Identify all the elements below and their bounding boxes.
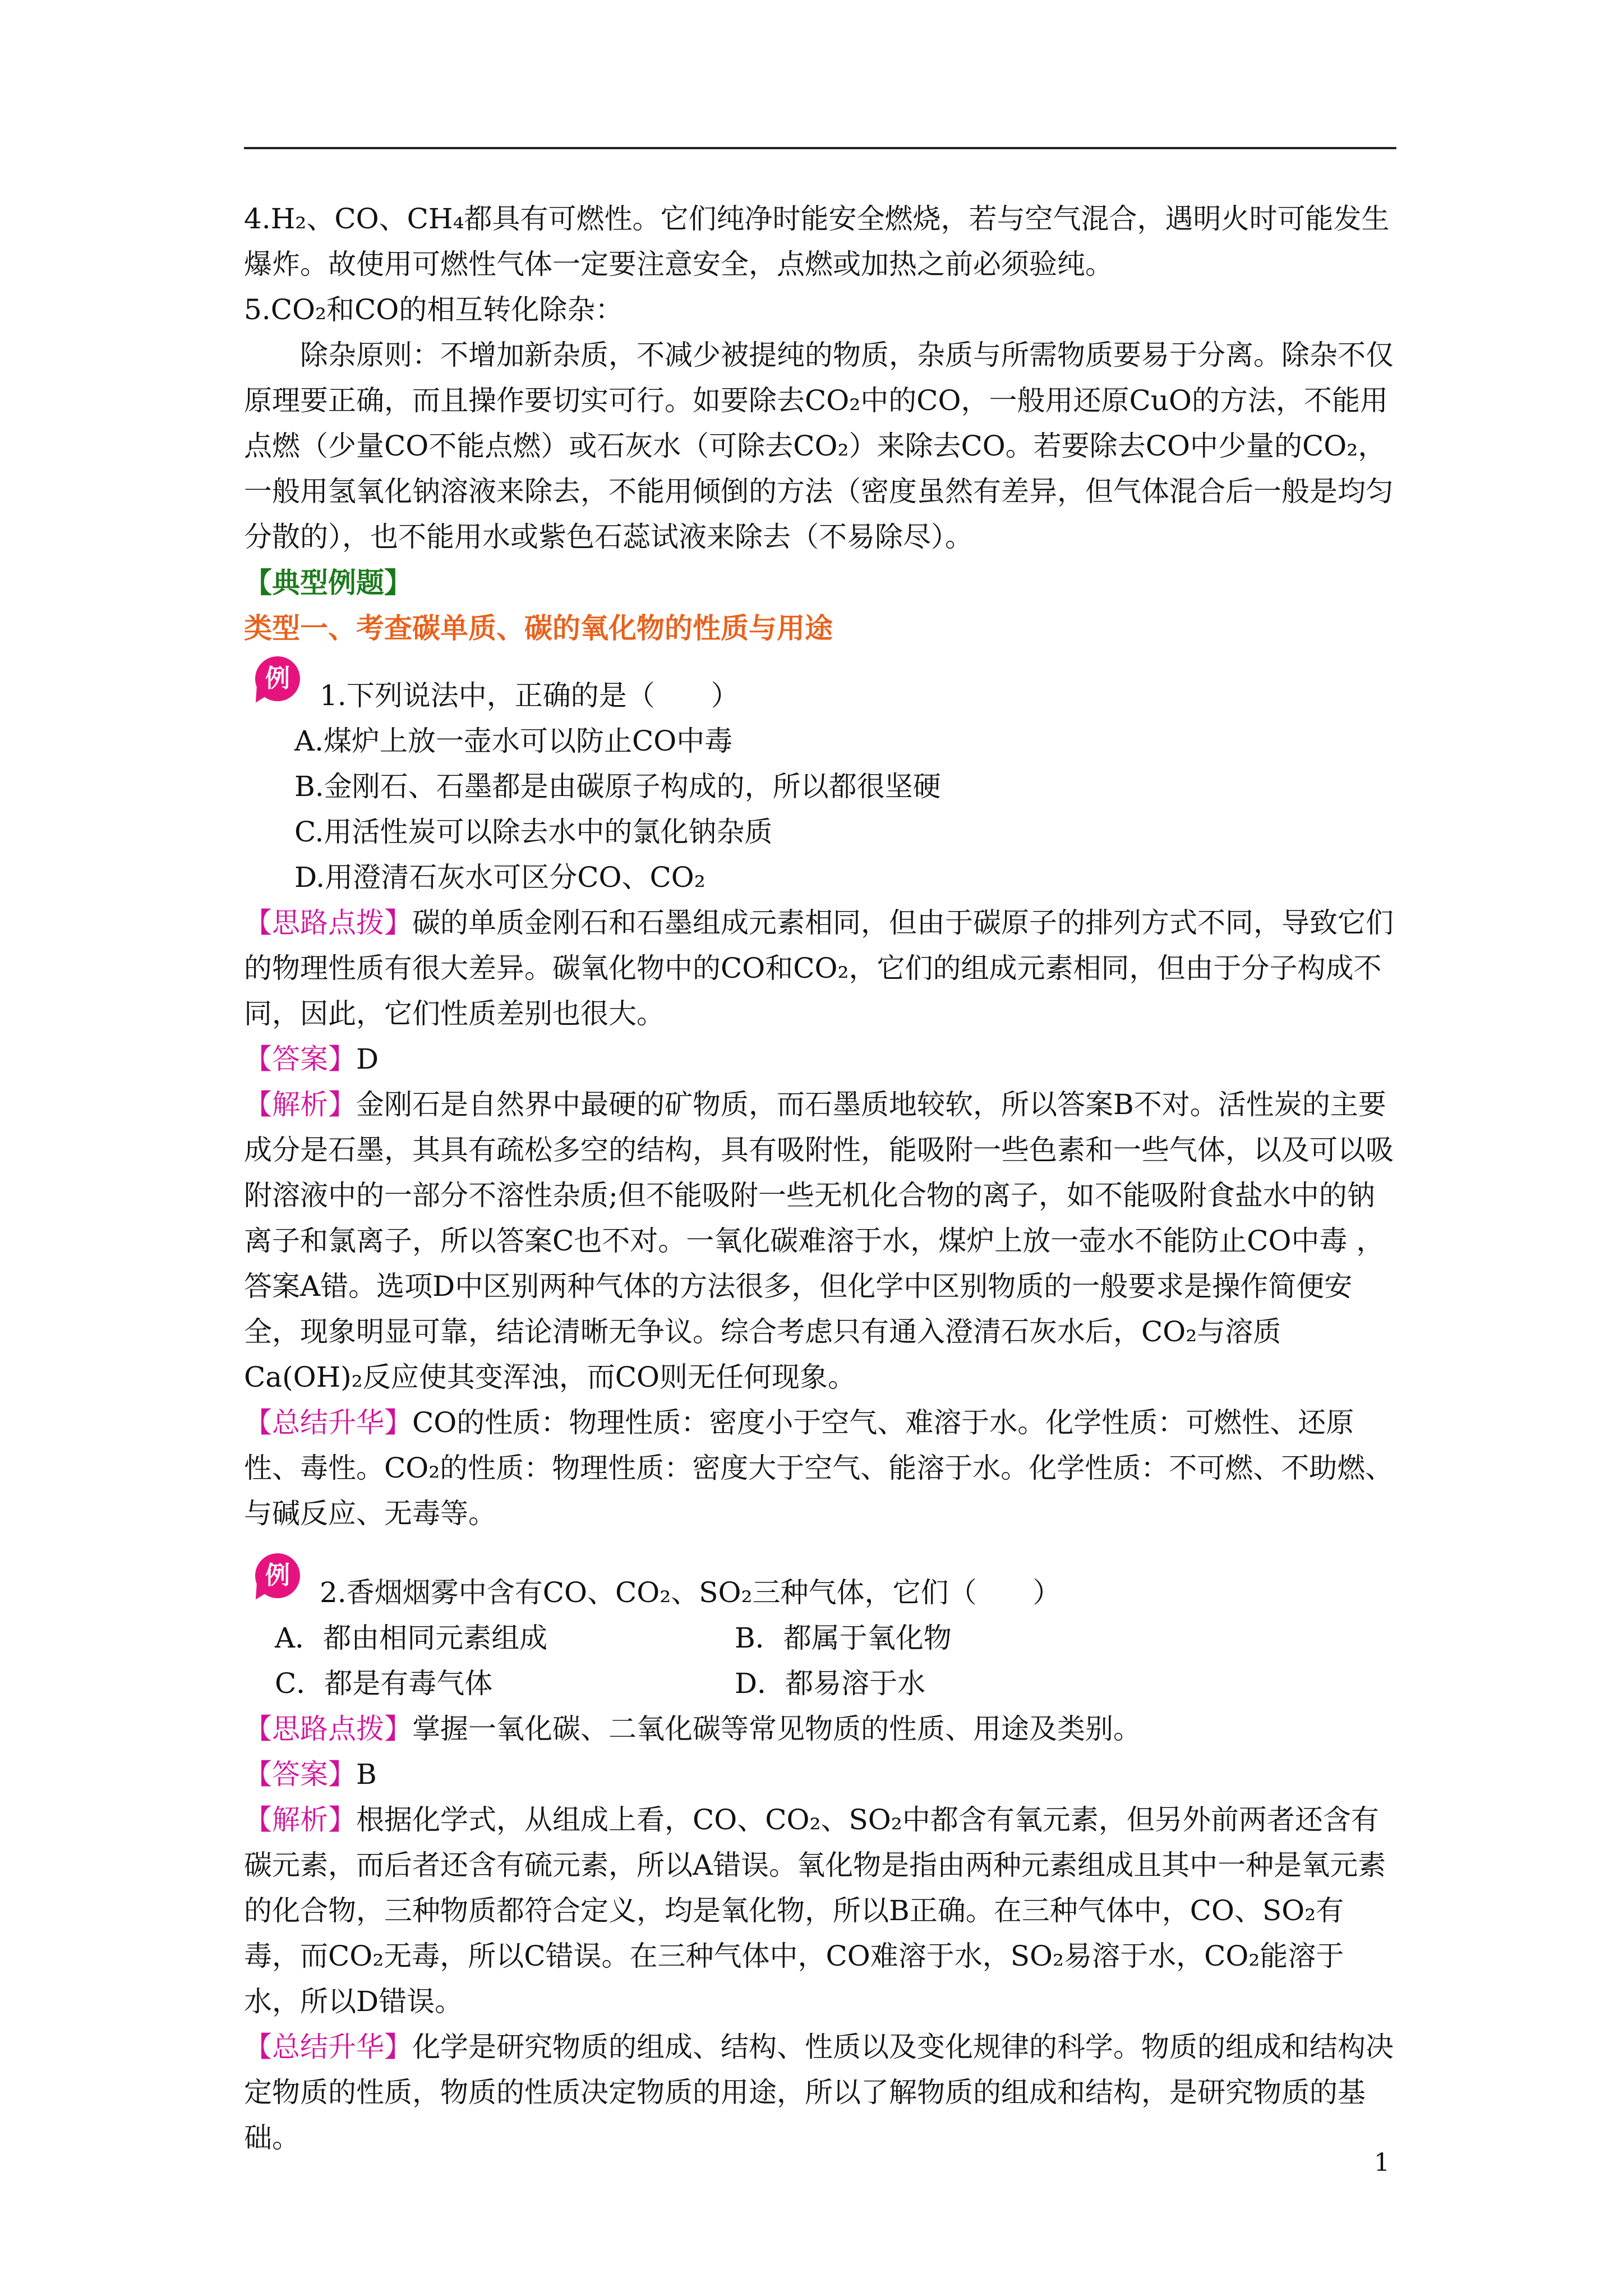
example-1-analysis	[244, 1082, 1396, 1400]
analysis-text: 根据化学式，从组成上看，CO、CO₂、SO₂中都含有氧元素，但另外前两者还含有碳元素，而后者还含有硫元素，所以A错误。氧化物是指由两种元素组成且其中一种是氧元素的化合物，三种物质都符合定义，均是氧化物，所以B正确。在三种气体中，CO、SO₂有毒，而CO₂无毒，所以C错误。在三种气体中，CO难溶于水，SO₂易溶于水，CO₂能溶于水，所以D错误。	[244, 1803, 1386, 2018]
summary-text: CO的性质：物理性质：密度小于空气、难溶于水。化学性质：可燃性、还原性、毒性。CO₂的性质：物理性质：密度大于空气、能溶于水。化学性质：不可燃、不助燃、与碱反应、无毒等。	[244, 1406, 1394, 1530]
example-1-option-c: C.用活性炭可以除去水中的氯化钠杂质	[294, 816, 773, 848]
summary-tag: 【总结升华】	[244, 1406, 412, 1439]
type1-heading: 类型一、考查碳单质、碳的氧化物的性质与用途	[244, 611, 833, 645]
point-4-line1: 4.H₂、CO、CH₄都具有可燃性。它们纯净时能安全燃烧，若与空气混合，遇明火时可能发生	[244, 203, 1390, 235]
example-2-option-c: C．都是有毒气体	[275, 1667, 493, 1700]
example-1-summary	[244, 1400, 1396, 1536]
example-2-option-a: A．都由相同元素组成	[275, 1622, 548, 1654]
page-number: 1	[1374, 2148, 1390, 2177]
analysis-text: 金刚石是自然界中最硬的矿物质，而石墨质地较软，所以答案B不对。活性炭的主要成分是石墨，其具有疏松多空的结构，具有吸附性，能吸附一些色素和一些气体，以及可以吸附溶液中的一部分不溶性杂质;但不能吸附一些无机化合物的离子，如不能吸附食盐水中的钠离子和氯离子，所以答案C也不对。一氧化碳难溶于水，煤炉上放一壶水不能防止CO中毒 ，答案A错。选项D中区别两种气体的方法很多，但化学中区别物质的一般要求是操作简便安全，现象明显可靠，结论清晰无争议。综合考虑只有通入澄清石灰水后，CO₂与溶质Ca(OH)₂反应使其变浑浊，而CO则无任何现象。	[244, 1088, 1394, 1393]
example-1-question-row	[244, 664, 1396, 719]
hint-text: 掌握一氧化碳、二氧化碳等常见物质的性质、用途及类别。	[412, 1713, 1141, 1745]
example-1-question: 1.下列说法中，正确的是（ ）	[320, 679, 739, 712]
summary-text: 化学是研究物质的组成、结构、性质以及变化规律的科学。物质的组成和结构决定物质的性质，物质的性质决定物质的用途，所以了解物质的组成和结构，是研究物质的基础。	[244, 2031, 1394, 2154]
section-heading-examples: 【典型例题】	[244, 566, 412, 599]
answer-text: B	[356, 1758, 377, 1791]
example-badge-icon: 例	[255, 1553, 300, 1598]
example-2-answer	[244, 1752, 1396, 1797]
example-2-analysis	[244, 1797, 1396, 2024]
answer-text: D	[356, 1043, 379, 1075]
example-1-option-d: D.用澄清石灰水可区分CO、CO₂	[294, 861, 706, 894]
analysis-tag: 【解析】	[244, 1803, 356, 1836]
example-1-option-a: A.煤炉上放一壶水可以防止CO中毒	[294, 725, 733, 757]
answer-tag: 【答案】	[244, 1758, 356, 1791]
example-1-hint	[244, 900, 1396, 1037]
hint-tag: 【思路点拨】	[244, 907, 412, 939]
point-5-body: 除杂原则：不增加新杂质，不减少被提纯的物质，杂质与所需物质要易于分离。除杂不仅原理要正确，而且操作要切实可行。如要除去CO₂中的CO，一般用还原CuO的方法，不能用点燃（少量CO不能点燃）或石灰水（可除去CO₂）来除去CO。若要除去CO中少量的CO₂，一般用氢氧化钠溶液来除去，不能用倾倒的方法（密度虽然有差异，但气体混合后一般是均匀分散的），也不能用水或紫色石蕊试液来除去（不易除尽）。	[244, 339, 1394, 553]
example-badge-icon: 例	[255, 656, 300, 701]
example-2-question: 2.香烟烟雾中含有CO、CO₂、SO₂三种气体，它们（ ）	[320, 1576, 1061, 1609]
hint-tag: 【思路点拨】	[244, 1713, 412, 1745]
example-2-option-d: D．都易溶于水	[735, 1667, 926, 1700]
document-body	[244, 196, 1396, 2161]
point-5-title: 5.CO₂和CO的相互转化除杂：	[244, 293, 624, 326]
point-4-line2: 爆炸。故使用可燃性气体一定要注意安全，点燃或加热之前必须验纯。	[244, 248, 1113, 280]
summary-tag: 【总结升华】	[244, 2031, 412, 2063]
hint-text: 碳的单质金刚石和石墨组成元素相同，但由于碳原子的排列方式不同，导致它们的物理性质有很大差异。碳氧化物中的CO和CO₂，它们的组成元素相同，但由于分子构成不同，因此，它们性质差别也很大。	[244, 907, 1394, 1030]
header-rule	[244, 147, 1396, 149]
answer-tag: 【答案】	[244, 1043, 356, 1075]
example-2-summary	[244, 2024, 1396, 2161]
example-2-options-row2	[244, 1661, 1396, 1706]
analysis-tag: 【解析】	[244, 1088, 356, 1121]
example-2-question-row	[244, 1561, 1396, 1616]
example-1-answer	[244, 1037, 1396, 1082]
example-2-options-row1	[244, 1616, 1396, 1661]
example-2-option-b: B．都属于氧化物	[735, 1622, 952, 1654]
example-2-hint	[244, 1706, 1396, 1752]
example-1-option-b: B.金刚石、石墨都是由碳原子构成的，所以都很坚硬	[294, 770, 941, 803]
